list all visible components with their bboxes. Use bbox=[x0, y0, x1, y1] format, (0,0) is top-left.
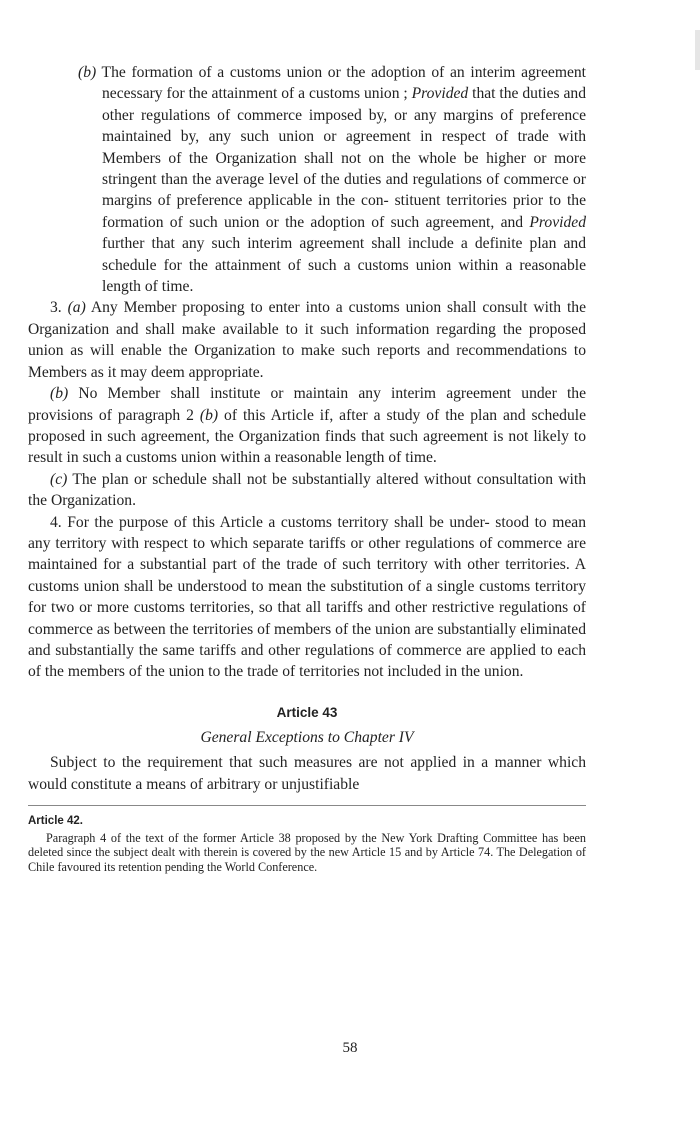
article-43-heading: Article 43 bbox=[276, 704, 338, 720]
article-43-text: Subject to the requirement that such measures are not applied in a manner which would constitute a means of arbitrary or unjustifiable bbox=[28, 754, 586, 793]
paragraph-3b bbox=[28, 383, 586, 469]
paragraph-3b-text-1: No Member shall institute or maintain any interim agreement under the provisions of paragraph 2 bbox=[28, 385, 586, 424]
footnote-divider bbox=[28, 805, 586, 806]
page-number: 58 bbox=[342, 1040, 358, 1056]
paragraph-2b-text-1: The formation of a customs union or the adoption of an interim agreement necessary for the attainment of a customs union ; bbox=[96, 64, 586, 103]
paragraph-2b-text-2: that the duties and other regulations of commerce imposed by, or any margins of preference maintained by, any such union or agreement in respect of trade with Members of the Organization shall not on the whole be higher or more stringent than the average level of the duties and regulations of commerce or margins of preference applicable in the con- stituent territories prior to the formation of such union or the adoption of such agreement, and bbox=[102, 85, 587, 231]
paragraph-3c-text: The plan or schedule shall not be substantially altered without consultation with the Organization. bbox=[28, 470, 586, 510]
scan-edge-mark bbox=[695, 30, 700, 70]
paragraph-3b-ref: (b) bbox=[199, 406, 219, 424]
paragraph-3a bbox=[28, 297, 586, 383]
footnote-text: Paragraph 4 of the text of the former Article 38 proposed by the New York Drafting Committee has been deleted since the subject dealt with therein is covered by the new Article 15 and by Article 74. The Delegation of Chile favoured its retention pending the World Conference. bbox=[28, 830, 586, 874]
paragraph-4: 4. For the purpose of this Article a customs territory shall be under- stood to mean any territory with respect to which separate tariffs or other regulations of commerce are maintained for a substantial part of the trade of such territory with other territories. A customs union shall be understood to mean the substitution of a single customs territory for two or more customs territories, so that all tariffs and other restrictive regulations of commerce as between the territories of members of the union are substantially eliminated and substantially the same tariffs and other regulations of commerce are applied to each of the members of the union to the trade of territories not included in the union. bbox=[28, 513, 586, 681]
provided-italic-2: Provided bbox=[529, 213, 586, 231]
paragraph-2b bbox=[28, 62, 586, 297]
provided-italic-1: Provided bbox=[411, 85, 469, 103]
paragraph-2b-label: (b) bbox=[78, 64, 97, 81]
paragraph-2b-text-3: further that any such interim agreement shall include a definite plan and schedule for the attainment of such a customs union within a reasonable length of time. bbox=[102, 235, 586, 296]
paragraph-3b-label: (b) bbox=[50, 385, 69, 403]
paragraph-3c bbox=[28, 469, 586, 512]
paragraph-3b-text-2: of this Article if, after a study of the plan and schedule proposed in such agreement, the Organization finds that such agreement is not likely to result in such a customs union within a reasonable length of time. bbox=[28, 406, 587, 467]
article-43-subheading: General Exceptions to Chapter IV bbox=[200, 728, 414, 746]
paragraph-3a-number: 3. bbox=[50, 299, 68, 317]
footnote-title: Article 42. bbox=[28, 815, 83, 827]
paragraph-3a-label: (a) bbox=[67, 299, 86, 317]
paragraph-3c-label: (c) bbox=[50, 470, 68, 488]
document-page bbox=[28, 62, 586, 874]
paragraph-3a-text: Any Member proposing to enter into a customs union shall consult with the Organization and shall make available to it such information regarding the proposed union as will enable the Organization to make such reports and recommendations to Members as it may deem appropriate. bbox=[28, 299, 586, 381]
footnote bbox=[28, 814, 586, 874]
